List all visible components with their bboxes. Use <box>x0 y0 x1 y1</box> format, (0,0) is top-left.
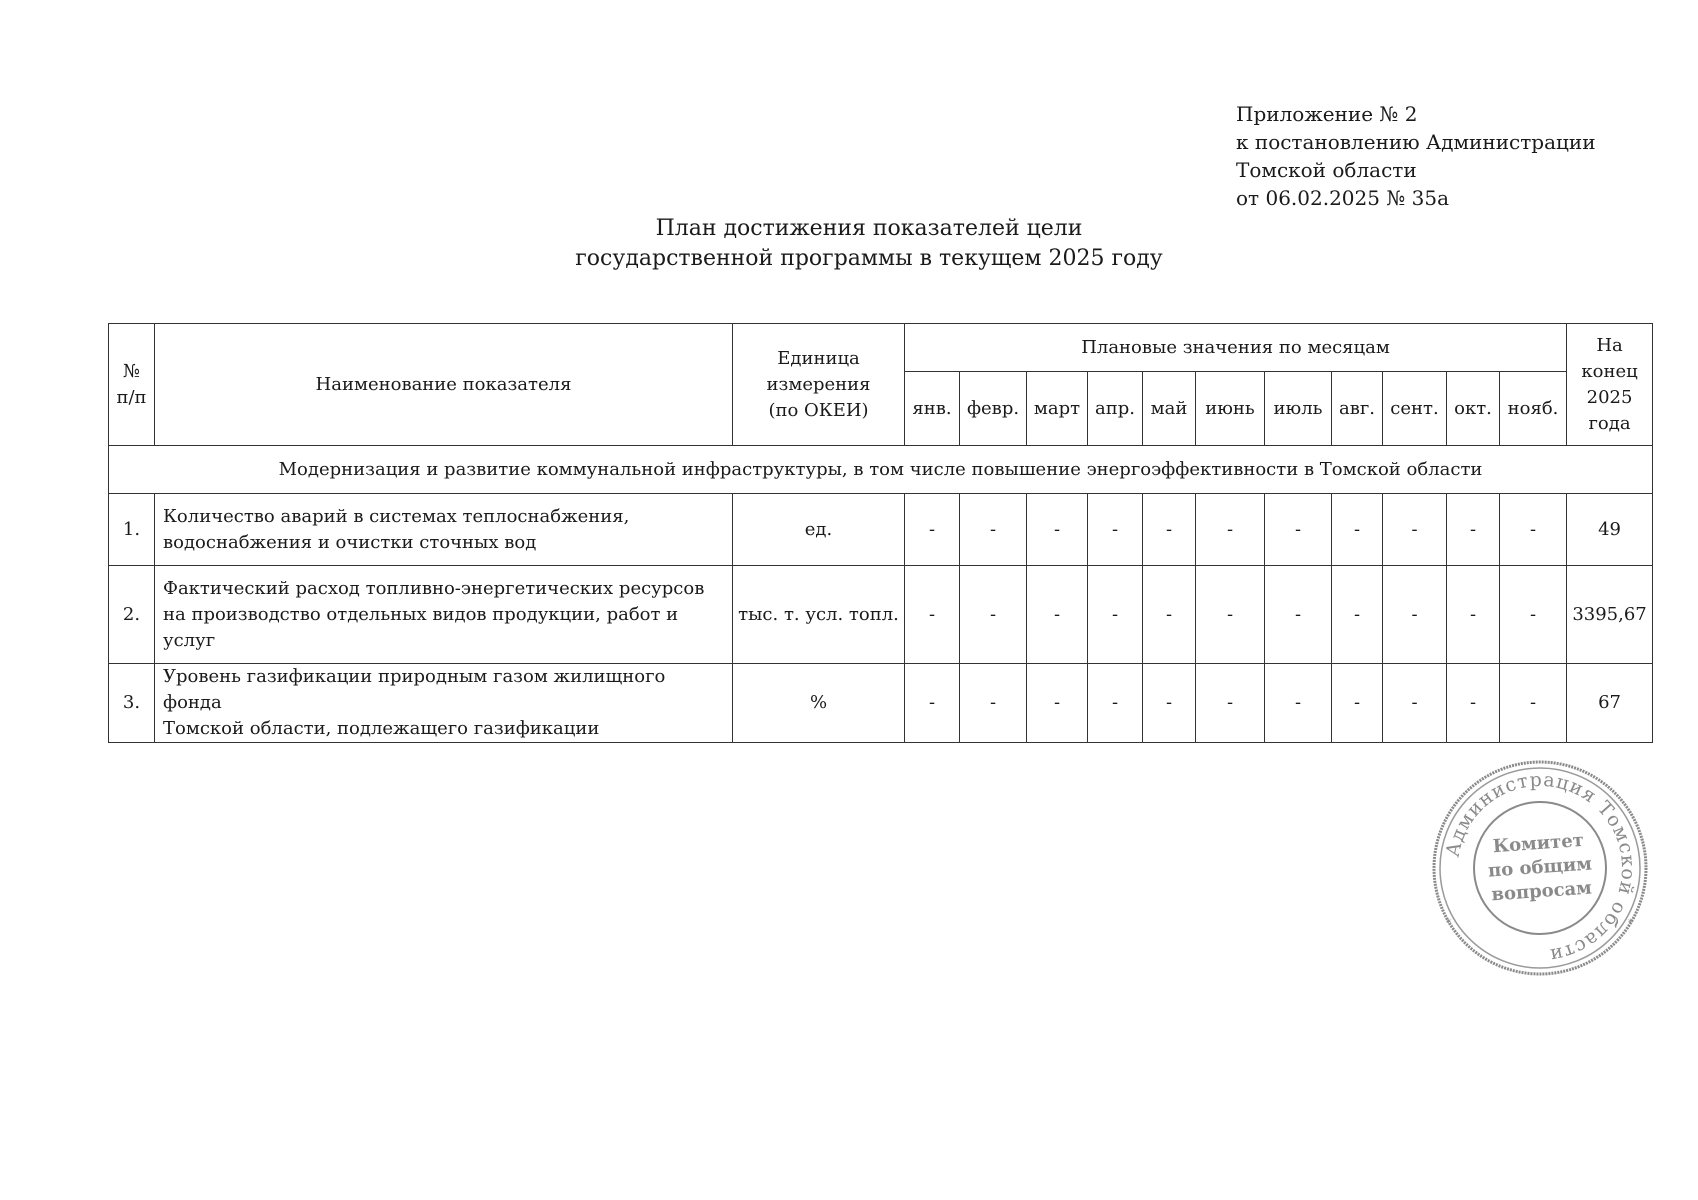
month-header: апр. <box>1088 372 1143 446</box>
month-header: май <box>1143 372 1196 446</box>
month-value: - <box>1447 494 1500 566</box>
month-value: - <box>1265 566 1332 664</box>
month-value: - <box>1088 494 1143 566</box>
month-value: - <box>905 494 960 566</box>
appendix-date: от 06.02.2025 № 35а <box>1236 186 1449 210</box>
month-value: - <box>1143 664 1196 743</box>
stamp-star-icon: * <box>1628 918 1633 929</box>
month-header: июнь <box>1196 372 1265 446</box>
col-header-monthly-group: Плановые значения по месяцам <box>905 324 1567 372</box>
month-value: - <box>1383 494 1447 566</box>
month-value: - <box>960 664 1027 743</box>
month-value: - <box>1027 494 1088 566</box>
month-value: - <box>1332 566 1383 664</box>
indicator-name: Количество аварий в системах теплоснабжения, водоснабжения и очистки сточных вод <box>155 494 733 566</box>
month-value: - <box>1500 664 1567 743</box>
month-header: окт. <box>1447 372 1500 446</box>
unit-cell: % <box>733 664 905 743</box>
section-row <box>109 446 1653 494</box>
col-header-num: № п/п <box>109 324 155 446</box>
month-value: - <box>905 566 960 664</box>
appendix-block <box>1236 100 1596 212</box>
title-line-2: государственной программы в текущем 2025 году <box>575 246 1163 271</box>
appendix-region: Томской области <box>1236 158 1417 182</box>
month-value: - <box>960 566 1027 664</box>
month-value: - <box>1332 664 1383 743</box>
month-value: - <box>1027 566 1088 664</box>
month-header: февр. <box>960 372 1027 446</box>
month-value: - <box>1500 494 1567 566</box>
stamp-ring-text: Администрация Томской области <box>1441 768 1640 967</box>
month-header: сент. <box>1383 372 1447 446</box>
month-header: март <box>1027 372 1088 446</box>
row-number: 1. <box>109 494 155 566</box>
header-row-1 <box>109 324 1653 372</box>
month-header: нояб. <box>1500 372 1567 446</box>
indicators-table <box>108 323 1653 743</box>
month-value: - <box>1383 566 1447 664</box>
stamp-star-icon: * <box>1446 918 1451 929</box>
month-value: - <box>1143 566 1196 664</box>
month-value: - <box>1447 566 1500 664</box>
col-header-end-year: На конец 2025 года <box>1567 324 1653 446</box>
indicator-name: Уровень газификации природным газом жилищного фонда Томской области, подлежащего газификации <box>155 664 733 743</box>
month-value: - <box>1196 494 1265 566</box>
official-stamp <box>1430 758 1650 978</box>
month-value: - <box>1265 494 1332 566</box>
col-header-unit: Единица измерения (по ОКЕИ) <box>733 324 905 446</box>
month-value: - <box>1088 566 1143 664</box>
stamp-center-line-2: по общим <box>1487 853 1593 882</box>
month-value: - <box>1500 566 1567 664</box>
month-value: - <box>1383 664 1447 743</box>
section-title: Модернизация и развитие коммунальной инфраструктуры, в том числе повышение энергоэффективности в Томской области <box>109 446 1653 494</box>
month-value: - <box>1143 494 1196 566</box>
stamp-center-line-1: Комитет <box>1492 829 1585 858</box>
table-row <box>109 494 1653 566</box>
table-row <box>109 664 1653 743</box>
end-year-value: 49 <box>1567 494 1653 566</box>
table-row <box>109 566 1653 664</box>
month-header: янв. <box>905 372 960 446</box>
month-header: июль <box>1265 372 1332 446</box>
stamp-center-line-3: вопросам <box>1490 877 1593 906</box>
month-value: - <box>1447 664 1500 743</box>
month-value: - <box>1088 664 1143 743</box>
appendix-number: Приложение № 2 <box>1236 102 1418 126</box>
month-value: - <box>1196 664 1265 743</box>
title-line-1: План достижения показателей цели <box>655 216 1083 241</box>
month-value: - <box>960 494 1027 566</box>
end-year-value: 67 <box>1567 664 1653 743</box>
end-year-value: 3395,67 <box>1567 566 1653 664</box>
appendix-resolution: к постановлению Администрации <box>1236 130 1596 154</box>
month-header: авг. <box>1332 372 1383 446</box>
month-value: - <box>1027 664 1088 743</box>
col-header-name: Наименование показателя <box>155 324 733 446</box>
row-number: 3. <box>109 664 155 743</box>
document-title <box>0 214 1698 274</box>
row-number: 2. <box>109 566 155 664</box>
unit-cell: тыс. т. усл. топл. <box>733 566 905 664</box>
unit-cell: ед. <box>733 494 905 566</box>
month-value: - <box>1332 494 1383 566</box>
month-value: - <box>1196 566 1265 664</box>
month-value: - <box>905 664 960 743</box>
indicator-name: Фактический расход топливно-энергетических ресурсов на производство отдельных видов продукции, работ и услуг <box>155 566 733 664</box>
month-value: - <box>1265 664 1332 743</box>
